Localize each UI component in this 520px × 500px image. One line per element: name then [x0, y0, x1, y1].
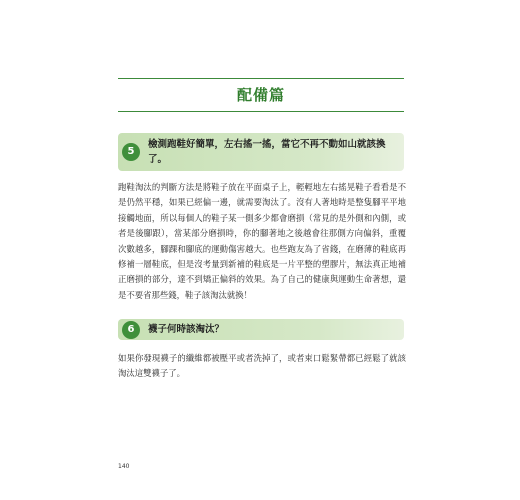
chapter-bottom-rule — [118, 111, 404, 112]
chapter-top-rule — [118, 78, 404, 79]
section-5-body: 跑鞋淘汰的判斷方法是將鞋子放在平面桌子上，輕輕地左右搖晃鞋子看看是不是仍然平穩，如果已經偏一邊，就需要淘汰了。沒有人著地時是整隻腳平平地接觸地面，所以每個人的鞋子某一側多少都會磨損（常見的是外側和內側，或者是後腳跟），當某部分磨損時，你的腳著地之後越會往那側方向偏斜，重覆次數越多，腳踝和腳底的運動傷害越大。也些跑友為了省錢，在磨薄的鞋底再修補一層鞋底，但是沒考量到新補的鞋底是一片平整的塑膠片，無法真正地補正磨損的部分，達不到矯正偏斜的效果。為了自己的健康與運動生命著想，還是不要省那些錢，鞋子該淘汰就換！ — [118, 182, 406, 300]
section-6-bar — [118, 319, 404, 340]
section-6-number-badge: 6 — [122, 321, 140, 339]
chapter-header — [118, 78, 404, 112]
chapter-title: 配備篇 — [236, 86, 285, 104]
section-5-number-badge: 5 — [122, 143, 140, 161]
section-5-bar — [118, 133, 404, 171]
section-6-heading — [118, 319, 404, 340]
page-number: 140 — [118, 463, 130, 470]
section-6-title: 襪子何時該淘汰？ — [148, 324, 225, 335]
section-6-body: 如果你發現襪子的纖維都被壓平或者洗掉了，或者束口鬆緊帶都已經鬆了就該淘汰這雙襪子了。 — [118, 353, 406, 379]
section-5-title: 檢測跑鞋好簡單，左右搖一搖，當它不再不動如山就該換了。 — [148, 139, 386, 165]
section-5-heading — [118, 133, 404, 171]
